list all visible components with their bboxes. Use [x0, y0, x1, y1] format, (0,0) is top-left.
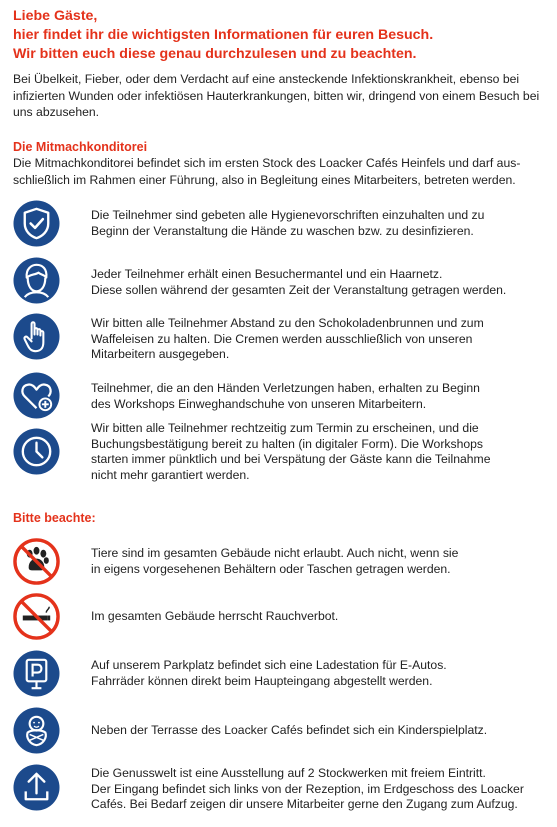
- heart-plus-icon: [13, 372, 60, 419]
- hand-stop-icon: [13, 313, 60, 360]
- headline-line: hier findet ihr die wichtigsten Informationen für euren Besuch.: [13, 27, 434, 43]
- text-line: nicht mehr garantiert werden.: [91, 467, 250, 482]
- text-line: Teilnehmer, die an den Händen Verletzungen haben, erhalten zu Beginn: [91, 381, 480, 395]
- headline-line: Liebe Gäste,: [13, 8, 98, 24]
- section-text-mitmach: Die Mitmachkonditorei befindet sich im ersten Stock des Loacker Cafés Heinfels und darf aus-schließlich im Rahmen einer Führung, also in Begleitung eines Mitarbeiters, betreten werden.: [13, 156, 521, 187]
- parking-ev-icon: [13, 650, 60, 697]
- info-item-text: [91, 658, 551, 689]
- headline: [13, 7, 543, 64]
- intro-text: Bei Übelkeit, Fieber, oder dem Verdacht auf eine ansteckende Infektionskrankheit, ebenso bei infizierten Wunden oder infektiösen Hauterkrankungen, bitten wir, dringend von einem Besuch bei uns abzusehen.: [13, 72, 540, 119]
- info-item-text: [91, 381, 551, 412]
- text-line: Die Teilnehmer sind gebeten alle Hygienevorschriften einzuhalten und zu: [91, 208, 485, 222]
- upload-stairs-icon: [13, 764, 60, 811]
- section-title-mitmach: Die Mitmachkonditorei: [13, 140, 148, 154]
- info-item-text: [91, 267, 551, 298]
- text-line: Fahrräder können direkt beim Haupteingang abgestellt werden.: [91, 673, 433, 688]
- text-line: in eigens vorgesehenen Behältern oder Taschen getragen werden.: [91, 561, 451, 576]
- text-line: Cafés. Bei Bedarf zeigen dir unsere Mitarbeiter gerne den Zugang zum Aufzug.: [91, 797, 518, 811]
- text-line: Der Eingang befindet sich links von der Rezeption, im Erdgeschoss des Loacker: [91, 781, 524, 796]
- text-line: Buchungsbestätigung bereit zu halten (in digitaler Form). Die Workshops: [91, 436, 484, 451]
- text-line: Beginn der Veranstaltung die Hände zu waschen bzw. zu desinfizieren.: [91, 223, 474, 238]
- info-item-text: [91, 766, 551, 813]
- hairnet-person-icon: [13, 257, 60, 304]
- clock-icon: [13, 428, 60, 475]
- text-line: Wir bitten alle Teilnehmer rechtzeitig zum Termin zu erscheinen, und die: [91, 421, 479, 435]
- text-line: starten immer pünktlich und bei Verspätung der Gäste kann die Teilnahme: [91, 452, 491, 466]
- no-smoking-icon: [13, 593, 60, 640]
- text-line: Waffeleisen zu halten. Die Cremen werden ausschließlich von unseren: [91, 331, 473, 346]
- info-item-text: [91, 316, 551, 363]
- playground-baby-icon: [13, 707, 60, 754]
- text-line: Die Genusswelt ist eine Ausstellung auf 2 Stockwerken mit freiem Eintritt.: [91, 766, 486, 780]
- section-title-beachte: Bitte beachte:: [13, 511, 96, 525]
- info-item-text: [91, 546, 551, 577]
- text-line: Jeder Teilnehmer erhält einen Besuchermantel und ein Haarnetz.: [91, 267, 443, 281]
- text-line: Neben der Terrasse des Loacker Cafés befindet sich ein Kinderspielplatz.: [91, 723, 488, 737]
- text-line: Im gesamten Gebäude herrscht Rauchverbot.: [91, 609, 339, 623]
- shield-check-icon: [13, 200, 60, 247]
- info-item-text: [91, 609, 551, 625]
- text-line: Diese sollen während der gesamten Zeit der Veranstaltung getragen werden.: [91, 282, 507, 297]
- info-item-text: [91, 208, 551, 239]
- text-line: Tiere sind im gesamten Gebäude nicht erlaubt. Auch nicht, wenn sie: [91, 546, 459, 560]
- info-item-text: [91, 421, 551, 483]
- no-pets-icon: [13, 538, 60, 585]
- text-line: Mitarbeitern ausgegeben.: [91, 347, 230, 361]
- text-line: des Workshops Einweghandschuhe von unseren Mitarbeitern.: [91, 396, 427, 411]
- text-line: Auf unserem Parkplatz befindet sich eine Ladestation für E-Autos.: [91, 658, 447, 672]
- headline-line: Wir bitten euch diese genau durchzulesen und zu beachten.: [13, 46, 417, 62]
- info-item-text: [91, 723, 551, 739]
- text-line: Wir bitten alle Teilnehmer Abstand zu den Schokoladenbrunnen und zum: [91, 316, 484, 330]
